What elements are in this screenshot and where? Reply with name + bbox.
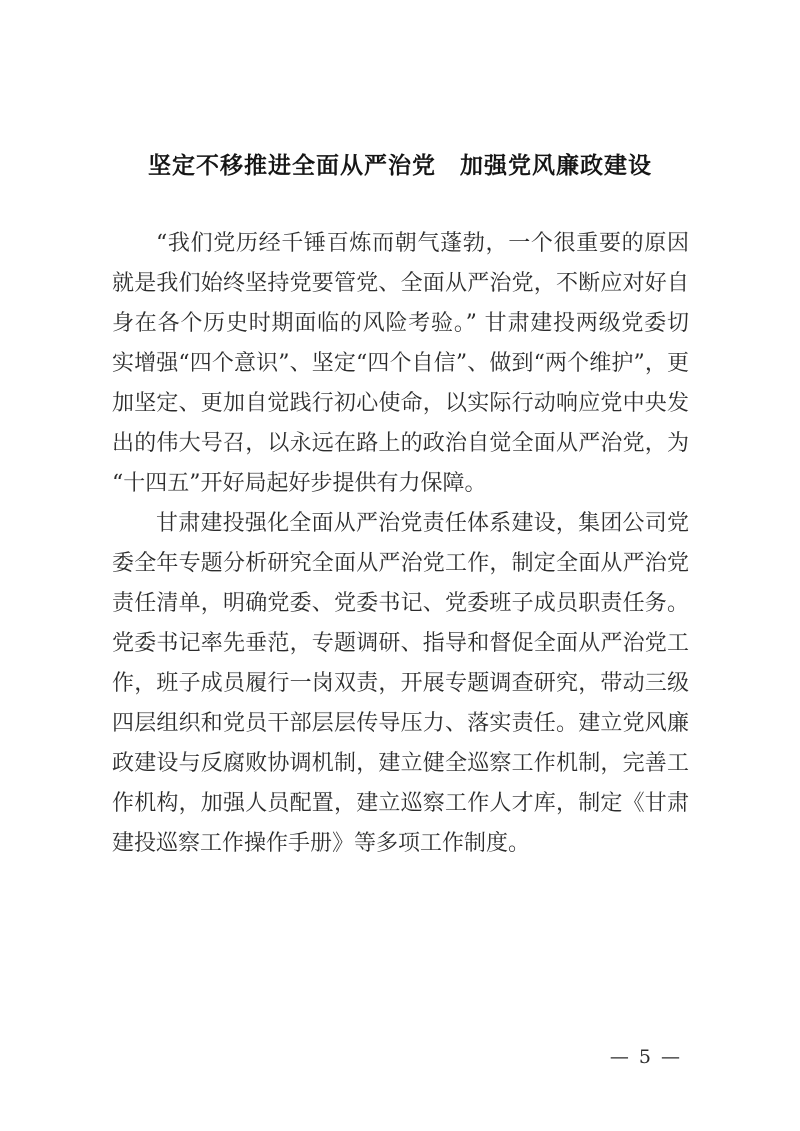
paragraph-1: “我们党历经千锤百炼而朝气蓬勃，一个很重要的原因就是我们始终坚持党要管党、全面从严治党，不断应对好自身在各个历史时期面临的风险考验。” 甘肃建投两级党委切实增强“四个意识”、坚定“四个自信”、做到“两个维护”，更加坚定、更加自觉践行初心使命，以实际行动响应党中央发出的伟大号召，以永远在路上的政治自觉全面从严治党，为“十四五”开好局起好步提供有力保障。 (112, 231, 689, 496)
page-number: — 5 — (609, 1046, 682, 1068)
document-body (112, 224, 689, 864)
document-title: 坚定不移推进全面从严治党 加强党风廉政建设 (148, 153, 652, 179)
paragraph-2: 甘肃建投强化全面从严治党责任体系建设，集团公司党委全年专题分析研究全面从严治党工作，制定全面从严治党责任清单，明确党委、党委书记、党委班子成员职责任务。党委书记率先垂范，专题调研、指导和督促全面从严治党工作，班子成员履行一岗双责，开展专题调查研究，带动三级四层组织和党员干部层层传导压力、落实责任。建立党风廉政建设与反腐败协调机制，建立健全巡察工作机制，完善工作机构，加强人员配置，建立巡察工作人才库，制定《甘肃建投巡察工作操作手册》等多项工作制度。 (112, 511, 689, 856)
